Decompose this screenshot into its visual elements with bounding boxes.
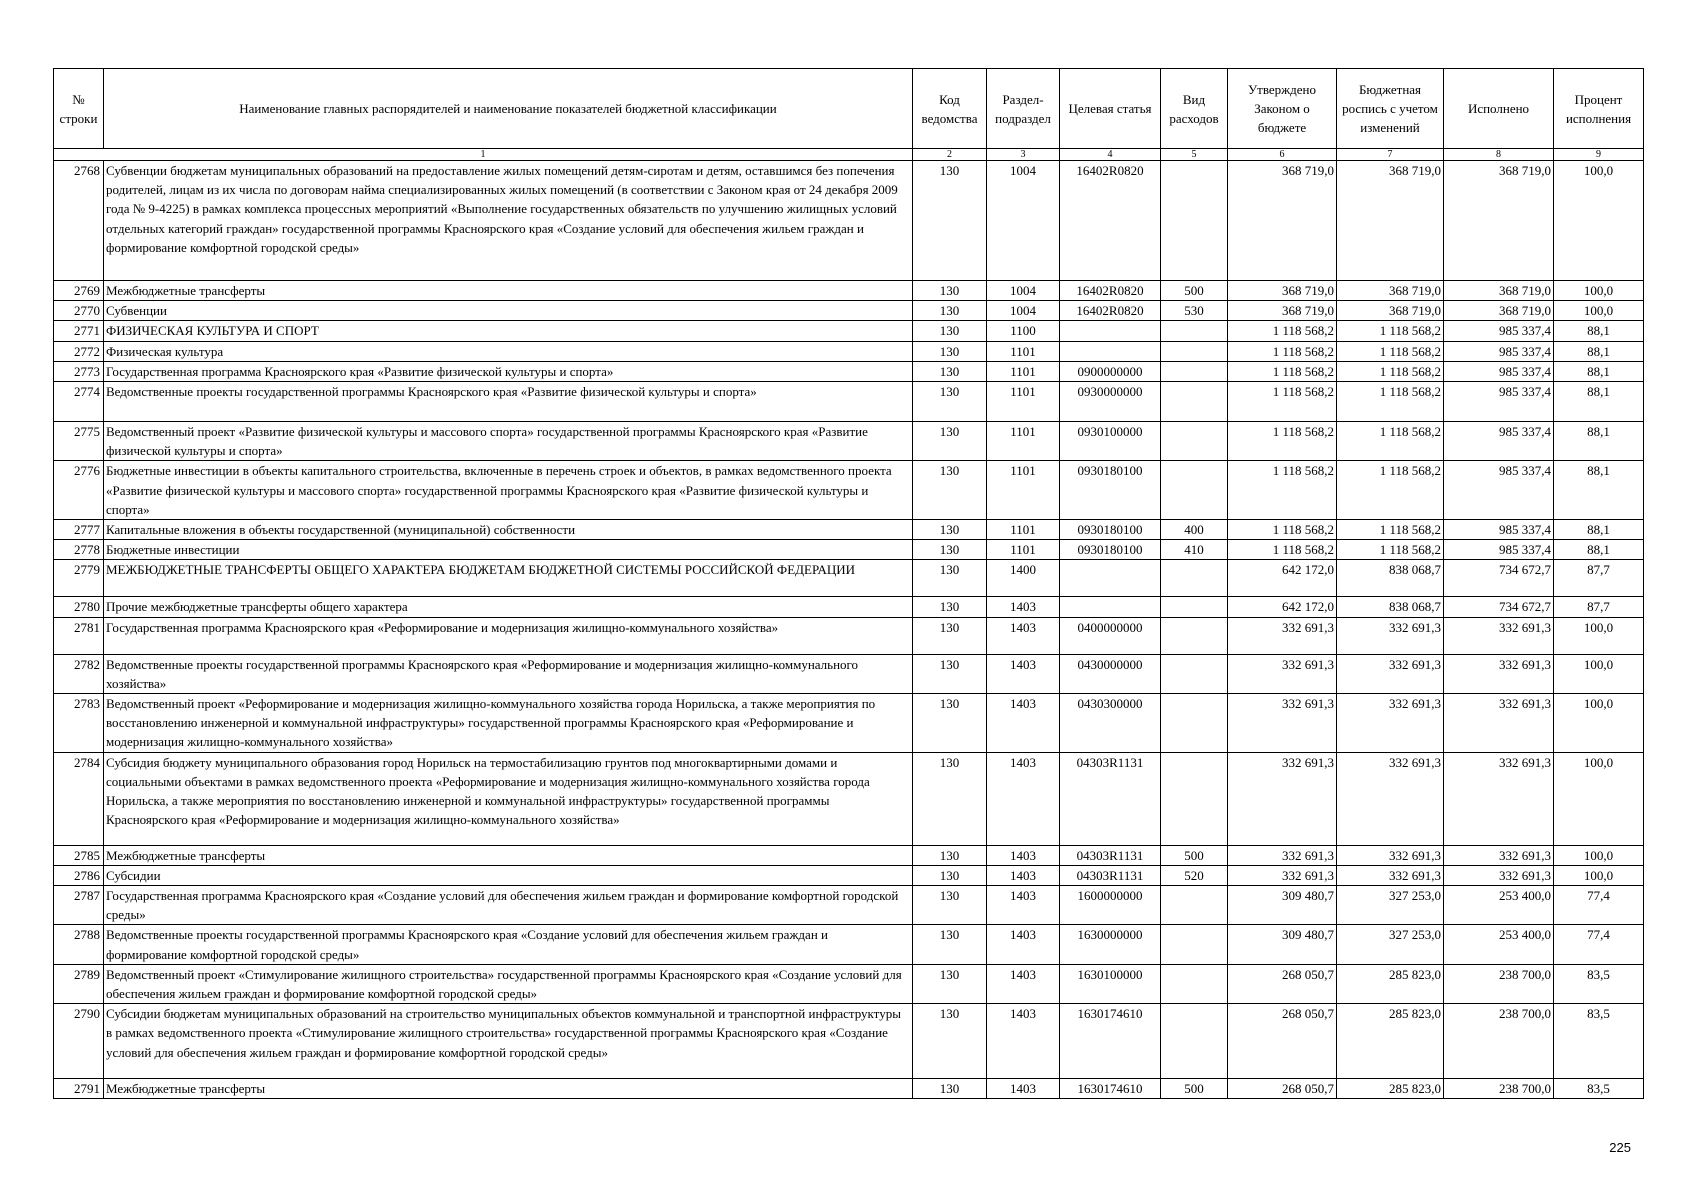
row-percent: 87,7 [1554,597,1644,617]
row-expense-type: 530 [1161,301,1228,321]
row-number: 2787 [54,886,104,925]
row-percent: 77,4 [1554,925,1644,964]
row-schedule-amount: 1 118 568,2 [1337,382,1444,422]
row-section-code: 1403 [987,865,1060,885]
table-row [54,654,1644,693]
header-target: Целевая статья [1060,69,1161,149]
row-executed-amount: 368 719,0 [1444,161,1554,281]
row-schedule-amount: 1 118 568,2 [1337,361,1444,381]
row-section-code: 1403 [987,845,1060,865]
header-executed: Исполнено [1444,69,1554,149]
row-approved-amount: 268 050,7 [1228,1004,1337,1079]
header-section: Раздел-подраздел [987,69,1060,149]
row-number: 2778 [54,540,104,560]
page-number: 225 [1609,1140,1631,1155]
row-approved-amount: 1 118 568,2 [1228,382,1337,422]
row-section-code: 1400 [987,560,1060,597]
row-percent: 88,1 [1554,422,1644,461]
row-dept-code: 130 [913,301,987,321]
row-executed-amount: 332 691,3 [1444,617,1554,654]
row-schedule-amount: 1 118 568,2 [1337,341,1444,361]
row-percent: 88,1 [1554,321,1644,341]
col-number: 9 [1554,149,1644,161]
row-approved-amount: 332 691,3 [1228,752,1337,845]
table-row [54,301,1644,321]
row-section-code: 1403 [987,752,1060,845]
row-dept-code: 130 [913,925,987,964]
col-number: 8 [1444,149,1554,161]
row-target-code [1060,321,1161,341]
row-expense-type [1161,422,1228,461]
row-section-code: 1101 [987,341,1060,361]
row-name: Государственная программа Красноярского края «Реформирование и модернизация жилищно-коммунального хозяйства» [104,617,913,654]
row-executed-amount: 734 672,7 [1444,560,1554,597]
row-number: 2777 [54,520,104,540]
row-schedule-amount: 327 253,0 [1337,886,1444,925]
col-number: 3 [987,149,1060,161]
row-percent: 88,1 [1554,461,1644,520]
row-name: Межбюджетные трансферты [104,281,913,301]
row-dept-code: 130 [913,361,987,381]
row-schedule-amount: 332 691,3 [1337,752,1444,845]
row-percent: 83,5 [1554,964,1644,1003]
row-percent: 100,0 [1554,752,1644,845]
row-percent: 88,1 [1554,341,1644,361]
table-row [54,540,1644,560]
row-dept-code: 130 [913,281,987,301]
row-schedule-amount: 332 691,3 [1337,845,1444,865]
header-dept: Код ведомства [913,69,987,149]
row-schedule-amount: 368 719,0 [1337,301,1444,321]
row-approved-amount: 1 118 568,2 [1228,422,1337,461]
table-row [54,1004,1644,1079]
row-number: 2768 [54,161,104,281]
row-target-code: 16402R0820 [1060,301,1161,321]
table-row [54,321,1644,341]
row-executed-amount: 238 700,0 [1444,964,1554,1003]
col-number: 4 [1060,149,1161,161]
header-approved: Утверждено Законом о бюджете [1228,69,1337,149]
row-approved-amount: 332 691,3 [1228,654,1337,693]
row-number: 2788 [54,925,104,964]
table-row [54,752,1644,845]
row-dept-code: 130 [913,694,987,753]
row-executed-amount: 332 691,3 [1444,865,1554,885]
row-number: 2789 [54,964,104,1003]
row-name: Субвенции бюджетам муниципальных образований на предоставление жилых помещений детям-сиротам и детям, оставшимся без попечения родителей, лицам из их числа по договорам найма специализированных жилых помещений (в соответствии с Законом края от 24 декабря 2009 года № 9-4225) в рамках комплекса процессных мероприятий «Выполнение государственных обязательств по улучшению жилищных условий отдельных категорий граждан» государственной программы Красноярского края «Создание условий для обеспечения жильем граждан и формирование комфортной городской среды» [104,161,913,281]
row-number: 2784 [54,752,104,845]
table-row [54,1079,1644,1099]
row-percent: 77,4 [1554,886,1644,925]
row-target-code: 0430000000 [1060,654,1161,693]
table-row [54,845,1644,865]
row-name: Государственная программа Красноярского края «Развитие физической культуры и спорта» [104,361,913,381]
table-row [54,560,1644,597]
row-number: 2779 [54,560,104,597]
row-executed-amount: 985 337,4 [1444,361,1554,381]
header-schedule: Бюджетная роспись с учетом изменений [1337,69,1444,149]
row-approved-amount: 1 118 568,2 [1228,321,1337,341]
row-approved-amount: 309 480,7 [1228,925,1337,964]
table-row [54,520,1644,540]
row-executed-amount: 368 719,0 [1444,281,1554,301]
row-section-code: 1101 [987,422,1060,461]
row-number: 2790 [54,1004,104,1079]
row-percent: 100,0 [1554,301,1644,321]
row-target-code: 1630100000 [1060,964,1161,1003]
row-dept-code: 130 [913,752,987,845]
row-target-code: 0930180100 [1060,540,1161,560]
row-percent: 88,1 [1554,361,1644,381]
row-dept-code: 130 [913,422,987,461]
row-executed-amount: 332 691,3 [1444,845,1554,865]
row-executed-amount: 368 719,0 [1444,301,1554,321]
row-expense-type: 500 [1161,845,1228,865]
row-approved-amount: 368 719,0 [1228,281,1337,301]
row-approved-amount: 1 118 568,2 [1228,540,1337,560]
row-target-code: 1630000000 [1060,925,1161,964]
row-section-code: 1403 [987,597,1060,617]
column-number-row [54,149,1644,161]
row-percent: 100,0 [1554,694,1644,753]
row-expense-type: 500 [1161,281,1228,301]
row-dept-code: 130 [913,520,987,540]
row-schedule-amount: 838 068,7 [1337,560,1444,597]
row-executed-amount: 332 691,3 [1444,694,1554,753]
row-expense-type [1161,752,1228,845]
row-target-code: 0400000000 [1060,617,1161,654]
row-section-code: 1004 [987,281,1060,301]
row-percent: 88,1 [1554,520,1644,540]
row-dept-code: 130 [913,321,987,341]
row-dept-code: 130 [913,845,987,865]
row-section-code: 1403 [987,654,1060,693]
row-name: Бюджетные инвестиции [104,540,913,560]
row-executed-amount: 985 337,4 [1444,341,1554,361]
row-dept-code: 130 [913,540,987,560]
row-dept-code: 130 [913,1004,987,1079]
row-section-code: 1004 [987,301,1060,321]
table-row [54,597,1644,617]
col-number: 2 [913,149,987,161]
table-body [54,161,1644,1099]
row-schedule-amount: 285 823,0 [1337,1079,1444,1099]
table-row [54,361,1644,381]
row-target-code: 16402R0820 [1060,161,1161,281]
row-percent: 83,5 [1554,1079,1644,1099]
row-expense-type: 500 [1161,1079,1228,1099]
row-number: 2780 [54,597,104,617]
row-approved-amount: 1 118 568,2 [1228,341,1337,361]
row-percent: 100,0 [1554,654,1644,693]
row-expense-type: 410 [1161,540,1228,560]
row-expense-type [1161,382,1228,422]
row-target-code: 0930180100 [1060,461,1161,520]
row-number: 2772 [54,341,104,361]
row-number: 2786 [54,865,104,885]
row-section-code: 1403 [987,617,1060,654]
row-number: 2773 [54,361,104,381]
row-name: Ведомственные проекты государственной программы Красноярского края «Реформирование и модернизация жилищно-коммунального хозяйства» [104,654,913,693]
row-approved-amount: 368 719,0 [1228,301,1337,321]
row-dept-code: 130 [913,865,987,885]
header-row-no: № строки [54,69,104,149]
table-row [54,694,1644,753]
row-percent: 88,1 [1554,382,1644,422]
row-name: МЕЖБЮДЖЕТНЫЕ ТРАНСФЕРТЫ ОБЩЕГО ХАРАКТЕРА БЮДЖЕТАМ БЮДЖЕТНОЙ СИСТЕМЫ РОССИЙСКОЙ ФЕДЕРАЦИИ [104,560,913,597]
row-target-code: 0430300000 [1060,694,1161,753]
row-section-code: 1403 [987,694,1060,753]
row-executed-amount: 985 337,4 [1444,461,1554,520]
row-name: Ведомственный проект «Развитие физической культуры и массового спорта» государственной программы Красноярского края «Развитие физической культуры и спорта» [104,422,913,461]
row-expense-type [1161,925,1228,964]
row-schedule-amount: 332 691,3 [1337,694,1444,753]
row-dept-code: 130 [913,597,987,617]
row-name: ФИЗИЧЕСКАЯ КУЛЬТУРА И СПОРТ [104,321,913,341]
row-executed-amount: 985 337,4 [1444,321,1554,341]
row-name: Государственная программа Красноярского края «Создание условий для обеспечения жильем граждан и формирование комфортной городской среды» [104,886,913,925]
row-target-code [1060,341,1161,361]
row-dept-code: 130 [913,886,987,925]
row-name: Бюджетные инвестиции в объекты капитального строительства, включенные в перечень строек и объектов, в рамках ведомственного проекта «Развитие физической культуры и массового спорта» государственной программы Красноярского края «Развитие физической культуры и спорта» [104,461,913,520]
row-expense-type [1161,886,1228,925]
row-section-code: 1101 [987,520,1060,540]
budget-table [53,68,1644,1099]
row-dept-code: 130 [913,654,987,693]
row-section-code: 1101 [987,461,1060,520]
row-approved-amount: 642 172,0 [1228,597,1337,617]
row-number: 2781 [54,617,104,654]
row-schedule-amount: 838 068,7 [1337,597,1444,617]
row-schedule-amount: 285 823,0 [1337,1004,1444,1079]
row-name: Субсидия бюджету муниципального образования город Норильск на термостабилизацию грунтов под многоквартирными домами и социальными объектами в рамках ведомственного проекта «Реформирование и модернизация жилищно-коммунального хозяйства города Норильска, а также мероприятия по восстановлению инженерной и коммунальной инфраструктуры» государственной программы Красноярского края «Реформирование и модернизация жилищно-коммунального хозяйства» [104,752,913,845]
row-executed-amount: 332 691,3 [1444,654,1554,693]
row-target-code: 0900000000 [1060,361,1161,381]
row-executed-amount: 253 400,0 [1444,925,1554,964]
row-expense-type [1161,654,1228,693]
row-target-code [1060,560,1161,597]
row-expense-type [1161,321,1228,341]
row-executed-amount: 253 400,0 [1444,886,1554,925]
row-target-code: 1630174610 [1060,1004,1161,1079]
row-target-code: 04303R1131 [1060,865,1161,885]
header-exp-type: Вид расходов [1161,69,1228,149]
row-executed-amount: 985 337,4 [1444,382,1554,422]
row-percent: 88,1 [1554,540,1644,560]
row-schedule-amount: 327 253,0 [1337,925,1444,964]
row-percent: 100,0 [1554,617,1644,654]
row-approved-amount: 1 118 568,2 [1228,361,1337,381]
row-approved-amount: 1 118 568,2 [1228,520,1337,540]
row-section-code: 1100 [987,321,1060,341]
row-expense-type [1161,597,1228,617]
row-name: Ведомственный проект «Реформирование и модернизация жилищно-коммунального хозяйства города Норильска, а также мероприятия по восстановлению инженерной и коммунальной инфраструктуры» государственной программы Красноярского края «Реформирование и модернизация жилищно-коммунального хозяйства» [104,694,913,753]
row-executed-amount: 734 672,7 [1444,597,1554,617]
table-row [54,422,1644,461]
row-schedule-amount: 1 118 568,2 [1337,540,1444,560]
row-percent: 87,7 [1554,560,1644,597]
row-target-code: 0930000000 [1060,382,1161,422]
row-number: 2783 [54,694,104,753]
row-section-code: 1403 [987,964,1060,1003]
row-target-code: 16402R0820 [1060,281,1161,301]
row-approved-amount: 368 719,0 [1228,161,1337,281]
row-schedule-amount: 1 118 568,2 [1337,321,1444,341]
row-section-code: 1101 [987,361,1060,381]
row-target-code: 04303R1131 [1060,845,1161,865]
row-section-code: 1403 [987,925,1060,964]
row-number: 2785 [54,845,104,865]
row-executed-amount: 332 691,3 [1444,752,1554,845]
row-dept-code: 130 [913,341,987,361]
table-header-row [54,69,1644,149]
row-name: Ведомственные проекты государственной программы Красноярского края «Создание условий для обеспечения жильем граждан и формирование комфортной городской среды» [104,925,913,964]
row-expense-type [1161,161,1228,281]
row-name: Ведомственный проект «Стимулирование жилищного строительства» государственной программы Красноярского края «Создание условий для обеспечения жильем граждан и формирование комфортной городской среды» [104,964,913,1003]
col-number: 5 [1161,149,1228,161]
table-row [54,865,1644,885]
row-percent: 100,0 [1554,161,1644,281]
row-approved-amount: 332 691,3 [1228,694,1337,753]
row-approved-amount: 1 118 568,2 [1228,461,1337,520]
row-dept-code: 130 [913,382,987,422]
row-section-code: 1403 [987,886,1060,925]
row-executed-amount: 985 337,4 [1444,540,1554,560]
row-percent: 83,5 [1554,1004,1644,1079]
header-percent: Процент исполнения [1554,69,1644,149]
row-name: Физическая культура [104,341,913,361]
row-section-code: 1403 [987,1004,1060,1079]
row-dept-code: 130 [913,560,987,597]
row-number: 2770 [54,301,104,321]
row-expense-type [1161,560,1228,597]
row-schedule-amount: 285 823,0 [1337,964,1444,1003]
row-name: Межбюджетные трансферты [104,1079,913,1099]
table-row [54,461,1644,520]
row-schedule-amount: 1 118 568,2 [1337,461,1444,520]
table-row [54,382,1644,422]
table-row [54,281,1644,301]
row-approved-amount: 332 691,3 [1228,865,1337,885]
row-percent: 100,0 [1554,281,1644,301]
row-expense-type: 400 [1161,520,1228,540]
row-approved-amount: 642 172,0 [1228,560,1337,597]
row-approved-amount: 332 691,3 [1228,845,1337,865]
row-target-code [1060,597,1161,617]
col-number: 7 [1337,149,1444,161]
row-executed-amount: 238 700,0 [1444,1004,1554,1079]
row-name: Капитальные вложения в объекты государственной (муниципальной) собственности [104,520,913,540]
row-dept-code: 130 [913,461,987,520]
header-name: Наименование главных распорядителей и наименование показателей бюджетной классификации [104,69,913,149]
row-schedule-amount: 332 691,3 [1337,617,1444,654]
row-expense-type [1161,617,1228,654]
row-section-code: 1004 [987,161,1060,281]
row-approved-amount: 268 050,7 [1228,1079,1337,1099]
row-number: 2775 [54,422,104,461]
row-number: 2791 [54,1079,104,1099]
row-schedule-amount: 332 691,3 [1337,654,1444,693]
row-schedule-amount: 332 691,3 [1337,865,1444,885]
row-target-code: 0930100000 [1060,422,1161,461]
row-section-code: 1403 [987,1079,1060,1099]
table-row [54,617,1644,654]
row-target-code: 0930180100 [1060,520,1161,540]
row-section-code: 1101 [987,382,1060,422]
row-number: 2769 [54,281,104,301]
row-dept-code: 130 [913,617,987,654]
row-number: 2771 [54,321,104,341]
row-executed-amount: 238 700,0 [1444,1079,1554,1099]
table-row [54,925,1644,964]
row-expense-type [1161,341,1228,361]
row-percent: 100,0 [1554,865,1644,885]
table-row [54,161,1644,281]
row-target-code: 1600000000 [1060,886,1161,925]
row-expense-type [1161,1004,1228,1079]
row-name: Межбюджетные трансферты [104,845,913,865]
row-name: Субвенции [104,301,913,321]
row-dept-code: 130 [913,964,987,1003]
table-row [54,886,1644,925]
row-expense-type [1161,964,1228,1003]
row-number: 2774 [54,382,104,422]
row-name: Прочие межбюджетные трансферты общего характера [104,597,913,617]
row-approved-amount: 309 480,7 [1228,886,1337,925]
col-number: 6 [1228,149,1337,161]
row-executed-amount: 985 337,4 [1444,422,1554,461]
row-target-code: 1630174610 [1060,1079,1161,1099]
row-executed-amount: 985 337,4 [1444,520,1554,540]
row-expense-type: 520 [1161,865,1228,885]
row-section-code: 1101 [987,540,1060,560]
row-name: Субсидии бюджетам муниципальных образований на строительство муниципальных объектов коммунальной и транспортной инфраструктуры в рамках ведомственного проекта «Стимулирование жилищного строительства» государственной программы Красноярского края «Создание условий для обеспечения жильем граждан и формирование комфортной городской среды» [104,1004,913,1079]
budget-report-sheet [53,68,1643,1099]
row-approved-amount: 268 050,7 [1228,964,1337,1003]
row-schedule-amount: 1 118 568,2 [1337,520,1444,540]
col-number: 1 [54,149,913,161]
row-number: 2776 [54,461,104,520]
row-dept-code: 130 [913,161,987,281]
row-dept-code: 130 [913,1079,987,1099]
table-row [54,341,1644,361]
row-expense-type [1161,361,1228,381]
row-schedule-amount: 368 719,0 [1337,161,1444,281]
row-percent: 100,0 [1554,845,1644,865]
row-target-code: 04303R1131 [1060,752,1161,845]
row-expense-type [1161,694,1228,753]
row-schedule-amount: 368 719,0 [1337,281,1444,301]
row-approved-amount: 332 691,3 [1228,617,1337,654]
row-schedule-amount: 1 118 568,2 [1337,422,1444,461]
row-name: Субсидии [104,865,913,885]
table-row [54,964,1644,1003]
row-number: 2782 [54,654,104,693]
row-expense-type [1161,461,1228,520]
row-name: Ведомственные проекты государственной программы Красноярского края «Развитие физической культуры и спорта» [104,382,913,422]
